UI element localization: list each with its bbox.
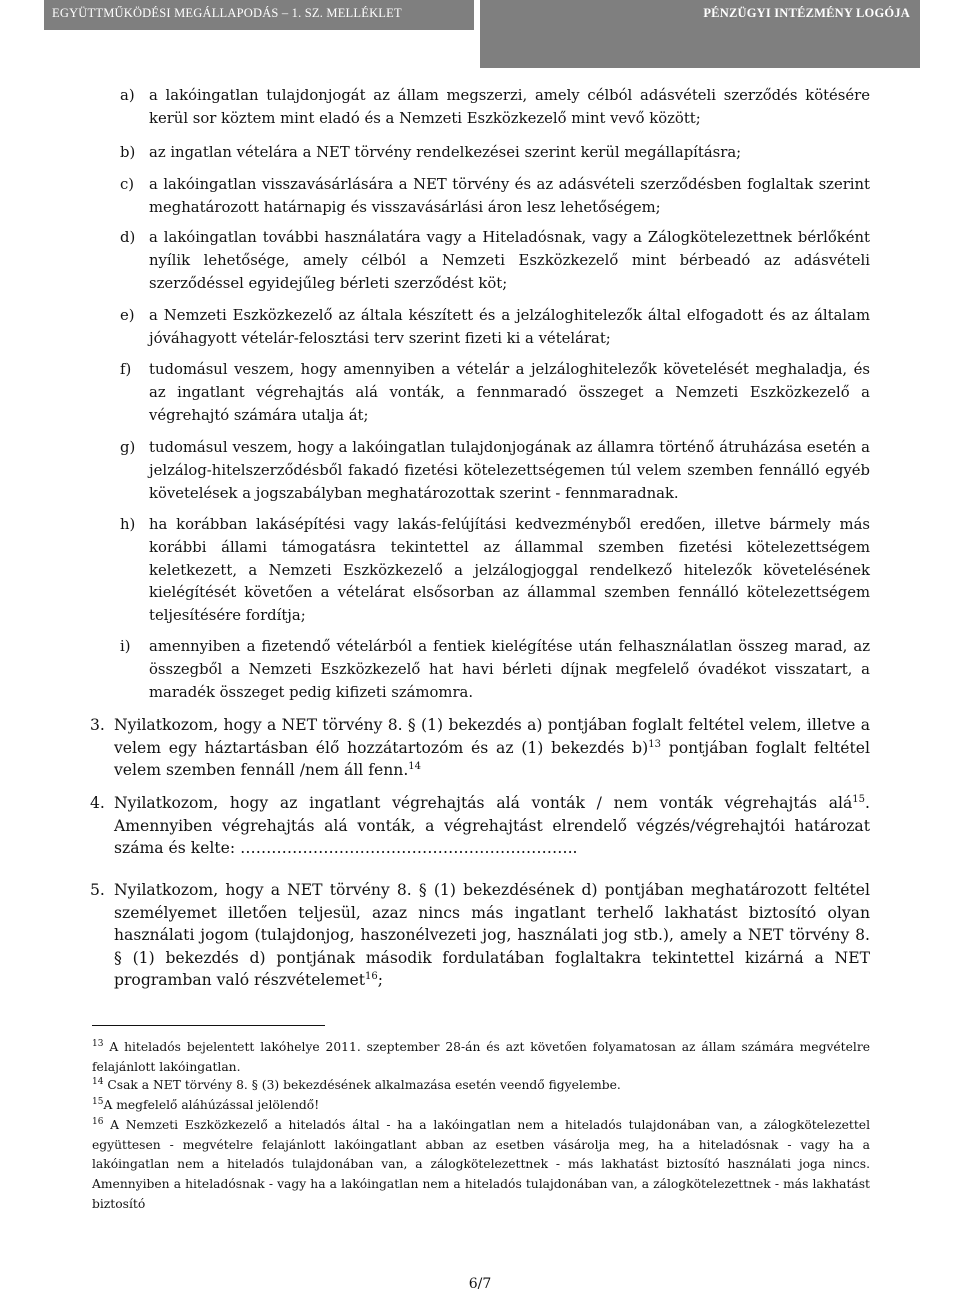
item-label: e) [120,307,135,324]
item-text: ha korábban lakásépítési vagy lakás-felújítási kedvezményből eredően, illetve bármely más korábbi állami támogatásra tekintettel az állammal szemben fizetési kötelezettségem keletkezett, a Nemzeti Eszközkezelő a jelzálogjoggal rendelkező hitelezők követelésének kielégítését követően a vételárat elsősorban az állammal szemben fennálló kötelezettségem teljesítésére fordítja; [149,516,870,625]
paragraph-text-part: Nyilatkozom, hogy az ingatlant végrehajtás alá vonták / nem vonták végrehajtás alá [114,794,853,812]
paragraph-text-part: Nyilatkozom, hogy a NET törvény 8. § (1) bekezdésének d) pontjában meghatározott feltétel személyemet illetően teljesül, azaz nincs más ingatlant terhelő lakhatást biztosító olyan használati jogom (tulajdonjog, haszonélvezeti jog, használati jog stb.), amely a NET törvény 8. § (1) bekezdés d) pontjának második fordulatában foglaltakra tekintettel kizárná a NET programban való részvételemet [114,881,870,989]
footnote-ref-14: 14 [408,760,422,772]
paragraph-text [114,792,870,860]
numbered-paragraph-3 [90,714,870,782]
footnote-mark: 15 [92,1096,104,1107]
list-item-f [120,359,870,427]
numbered-paragraph-4 [90,792,870,860]
item-text: tudomásul veszem, hogy a lakóingatlan tulajdonjogának az államra történő átruházása esetén a jelzálog-hitelszerződésből fakadó fizetési kötelezettségemen túl velem szemben fennálló egyéb követelések a jogszabályban meghatározottak szerint - fennmaradnak. [149,439,870,502]
item-text: a lakóingatlan tulajdonjogát az állam megszerzi, amely célból adásvételi szerződés kötésére kerül sor köztem mint eladó és a Nemzeti Eszközkezelő mint vevő között; [149,87,870,127]
list-item-b [120,142,870,165]
header-logo-placeholder: PÉNZÜGYI INTÉZMÉNY LOGÓJA [480,0,920,68]
paragraph-number: 3. [90,716,105,734]
item-text: az ingatlan vételára a NET törvény rendelkezései szerint kerül megállapításra; [149,144,742,161]
footnote-ref-15: 15 [852,793,866,805]
list-item-d [120,227,870,295]
list-item-i [120,636,870,704]
paragraph-text [114,879,870,992]
item-label: g) [120,439,136,456]
item-text: a lakóingatlan további használatára vagy a Hiteladósnak, vagy a Zálogkötelezettnek bérlőként nyílik lehetősége, amely célból a Nemzeti Eszközkezelő mint bérbeadó az adásvételi szerződéssel egyidejűleg bérleti szerződést köt; [149,229,870,292]
numbered-paragraph-5 [90,879,870,992]
list-item-h [120,514,870,628]
paragraph-number: 4. [90,794,105,812]
footnote-text: A hiteladós bejelentett lakóhelye 2011. szeptember 28-án és azt követően folyamatosan az állam számára megvételre felajánlott lakóingatlan. [92,1040,870,1074]
footnote-separator [92,1025,325,1026]
list-item-e [120,305,870,351]
list-item-c [120,174,870,220]
footnote-mark: 16 [92,1116,104,1127]
footnote-ref-13: 13 [648,738,661,750]
list-item-a [120,85,870,131]
paragraph-text-part: ; [377,971,383,989]
paragraph-text-part: pontjában foglalt feltétel velem szemben fennáll /nem áll fenn. [114,738,870,779]
item-label: h) [120,516,136,533]
footnote-mark: 13 [92,1038,104,1049]
item-label: a) [120,87,135,104]
item-label: c) [120,176,135,193]
footnote-13 [92,1038,870,1077]
list-item-g [120,437,870,505]
footnote-15 [92,1096,870,1116]
footnote-text: Csak a NET törvény 8. § (3) bekezdésének alkalmazása esetén veendő figyelembe. [103,1078,621,1092]
footnote-text: A Nemzeti Eszközkezelő a hiteladós által - ha a lakóingatlan nem a hiteladós tulajdonában van, a zálogkötelezettel együttesen - megvételre felajánlott lakóingatlant abban az esetben vásárolja meg, ha a hiteladósnak - vagy ha a lakóingatlan nem a hiteladós tulajdonában van, a zálogkötelezettnek - más lakhatást biztosító használati joga nincs. Amennyiben a hiteladósnak - vagy ha a lakóingatlan nem a hiteladós tulajdonában van, a zálogkötelezettnek - más lakhatást biztosító [92,1118,870,1211]
page-header [44,0,920,68]
item-text: tudomásul veszem, hogy amennyiben a vételár a jelzáloghitelezők követelését meghaladja, és az ingatlant végrehajtás alá vonták, a fennmaradó összeget a Nemzeti Eszközkezelő a végrehajtó számára utalja át; [149,361,870,424]
paragraph-text-part: . Amennyiben végrehajtás alá vonták, a végrehajtást elrendelő végzés/végrehajtói határozat száma és kelte: ……………………………………………………….. [114,794,870,857]
item-label: b) [120,144,136,161]
footnote-16 [92,1116,870,1215]
item-text: a Nemzeti Eszközkezelő az általa készített és a jelzáloghitelezők által elfogadott és az általam jóváhagyott vételár-felosztási terv szerint fizeti ki a vételárat; [149,307,870,347]
paragraph-text [114,714,870,782]
footnote-14 [92,1076,870,1096]
header-document-title: EGYÜTTMŰKÖDÉSI MEGÁLLAPODÁS – 1. SZ. MELLÉKLET [44,0,474,30]
item-text: a lakóingatlan visszavásárlására a NET törvény és az adásvételi szerződésben foglaltak szerint meghatározott határnapig és visszavásárlási áron lesz lehetőségem; [149,176,870,216]
page-number: 6/7 [468,1276,492,1292]
item-label: i) [120,638,131,655]
footnote-text: A megfelelő aláhúzással jelölendő! [103,1098,320,1112]
item-label: d) [120,229,136,246]
paragraph-number: 5. [90,881,105,899]
footnote-mark: 14 [92,1076,104,1087]
item-text: amennyiben a fizetendő vételárból a fentiek kielégítése után felhasználatlan összeg marad, az összegből a Nemzeti Eszközkezelő hat havi bérleti díjnak megfelelő óvadékot visszatart, a maradék összeget pedig kifizeti számomra. [149,638,870,701]
item-label: f) [120,361,132,378]
paragraph-text-part: Nyilatkozom, hogy a NET törvény 8. § (1) bekezdés a) pontjában foglalt feltétel velem, illetve a velem egy háztartásban élő hozzátartozóm és az (1) bekezdés b) [114,716,870,757]
footnote-ref-16: 16 [365,970,378,982]
